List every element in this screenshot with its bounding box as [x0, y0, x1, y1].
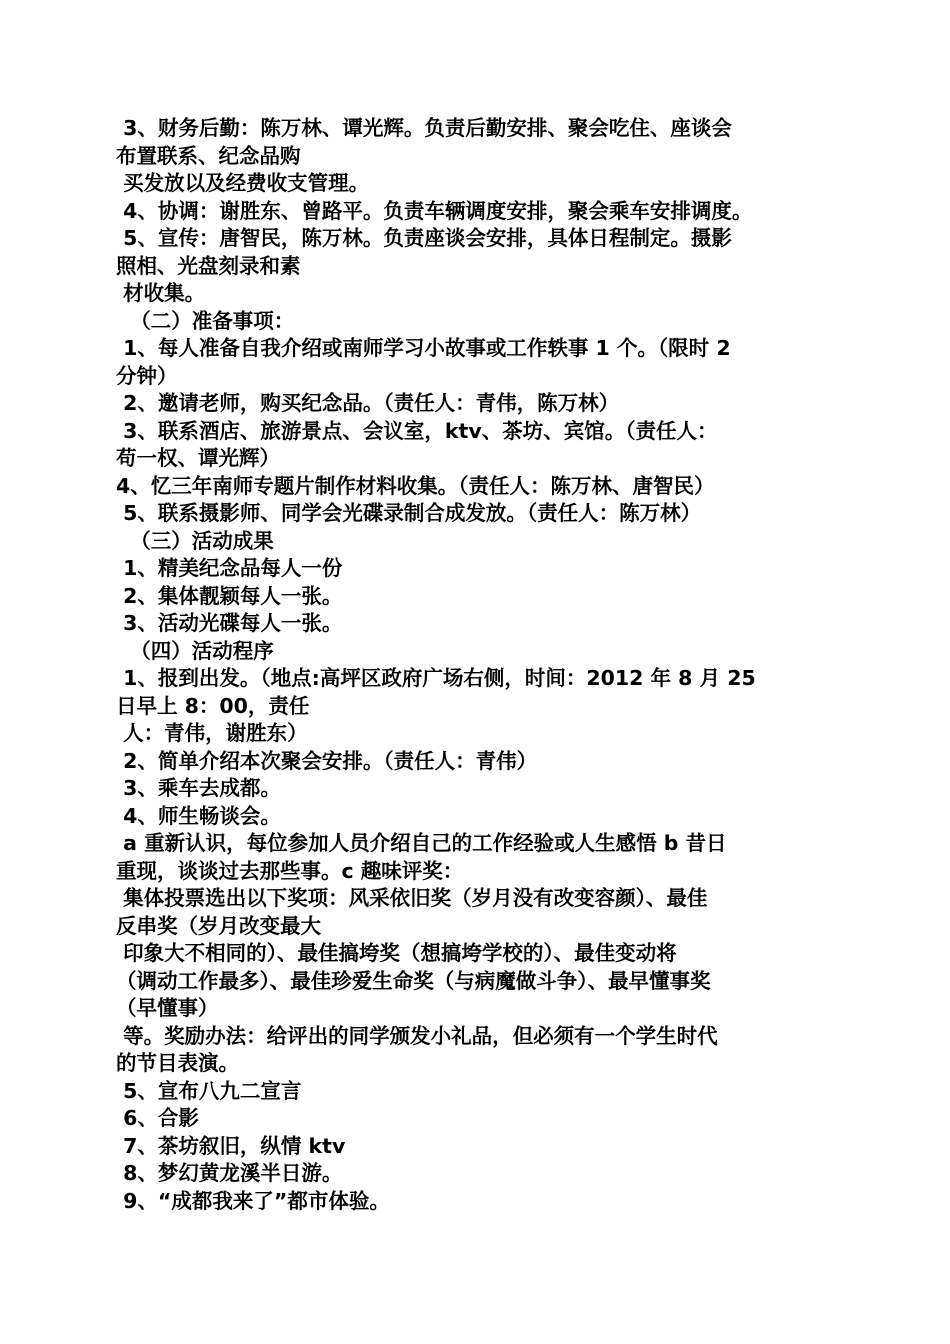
text-line: 买发放以及经费收支管理。 — [116, 171, 370, 195]
text-line: 等。奖励办法：给评出的同学颁发小礼品，但必须有一个学生时代 — [116, 1023, 718, 1048]
text-line: 6、合影 — [116, 1106, 199, 1130]
text-line: 3、活动光碟每人一张。 — [116, 611, 343, 635]
text-line: 3、乘车去成都。 — [116, 776, 281, 800]
text-line: 5、联系摄影师、同学会光碟录制合成发放。（责任人：陈万林） — [116, 501, 702, 525]
text-line: 重现，谈谈过去那些事。c 趣味评奖： — [116, 858, 464, 883]
text-line: 2、集体靓颖每人一张。 — [116, 583, 343, 608]
text-line: 1、每人准备自我介绍或南师学习小故事或工作轶事 1 个。（限时 2 — [116, 336, 731, 360]
text-line: 4、师生畅谈会。 — [116, 803, 281, 828]
text-line: 的节目表演。 — [116, 1051, 239, 1075]
text-line: 分钟） — [116, 363, 178, 388]
text-line: 材收集。 — [116, 281, 206, 305]
text-line: 反串奖（岁月改变最大 — [116, 913, 321, 938]
text-line: （早懂事） — [116, 996, 219, 1020]
text-line: 5、宣布八九二宣言 — [116, 1078, 302, 1103]
document-body — [116, 115, 846, 1215]
text-line: 4、忆三年南师专题片制作材料收集。（责任人：陈万林、唐智民） — [116, 473, 715, 498]
text-line: 印象大不相同的）、最佳搞垮奖（想搞垮学校的）、最佳变动将 — [116, 941, 677, 965]
text-line: （调动工作最多）、最佳珍爱生命奖（与病魔做斗争）、最早懂事奖 — [116, 968, 711, 993]
text-line: 布置联系、纪念品购 — [116, 143, 301, 168]
text-line: 2、简单介绍本次聚会安排。（责任人：青伟） — [116, 748, 538, 773]
text-line: a 重新认识，每位参加人员介绍自己的工作经验或人生感悟 b 昔日 — [116, 831, 727, 855]
text-line: 5、宣传：唐智民，陈万林。负责座谈会安排，具体日程制定。摄影 — [116, 226, 732, 250]
text-line: 照相、光盘刻录和素 — [116, 253, 301, 278]
text-line: 苟一权、谭光辉） — [116, 446, 280, 470]
text-line: 4、协调：谢胜东、曾路平。负责车辆调度安排，聚会乘车安排调度。 — [116, 198, 753, 223]
text-line: （二）准备事项： — [116, 308, 295, 333]
text-line: 7、茶坊叙旧，纵情 ktv — [116, 1133, 346, 1158]
text-line: 人：青伟，谢胜东） — [116, 721, 308, 745]
text-line: （三）活动成果 — [116, 528, 274, 553]
text-line: 日早上 8：00，责任 — [116, 693, 310, 718]
text-line: （四）活动程序 — [116, 638, 274, 663]
text-line: 集体投票选出以下奖项：风采依旧奖（岁月没有改变容颜）、最佳 — [116, 886, 708, 910]
text-line: 3、联系酒店、旅游景点、会议室，ktv、茶坊、宾馆。（责任人： — [116, 418, 718, 443]
text-line: 3、财务后勤：陈万林、谭光辉。负责后勤安排、聚会吃住、座谈会 — [116, 116, 732, 140]
text-line: 1、报到出发。（地点:高坪区政府广场右侧，时间：2012 年 8 月 25 — [116, 666, 756, 690]
text-line: 1、精美纪念品每人一份 — [116, 556, 343, 580]
text-line: 9、“成都我来了”都市体验。 — [116, 1188, 390, 1213]
text-line: 8、梦幻黄龙溪半日游。 — [116, 1161, 343, 1185]
text-line: 2、邀请老师，购买纪念品。（责任人：青伟，陈万林） — [116, 391, 620, 415]
